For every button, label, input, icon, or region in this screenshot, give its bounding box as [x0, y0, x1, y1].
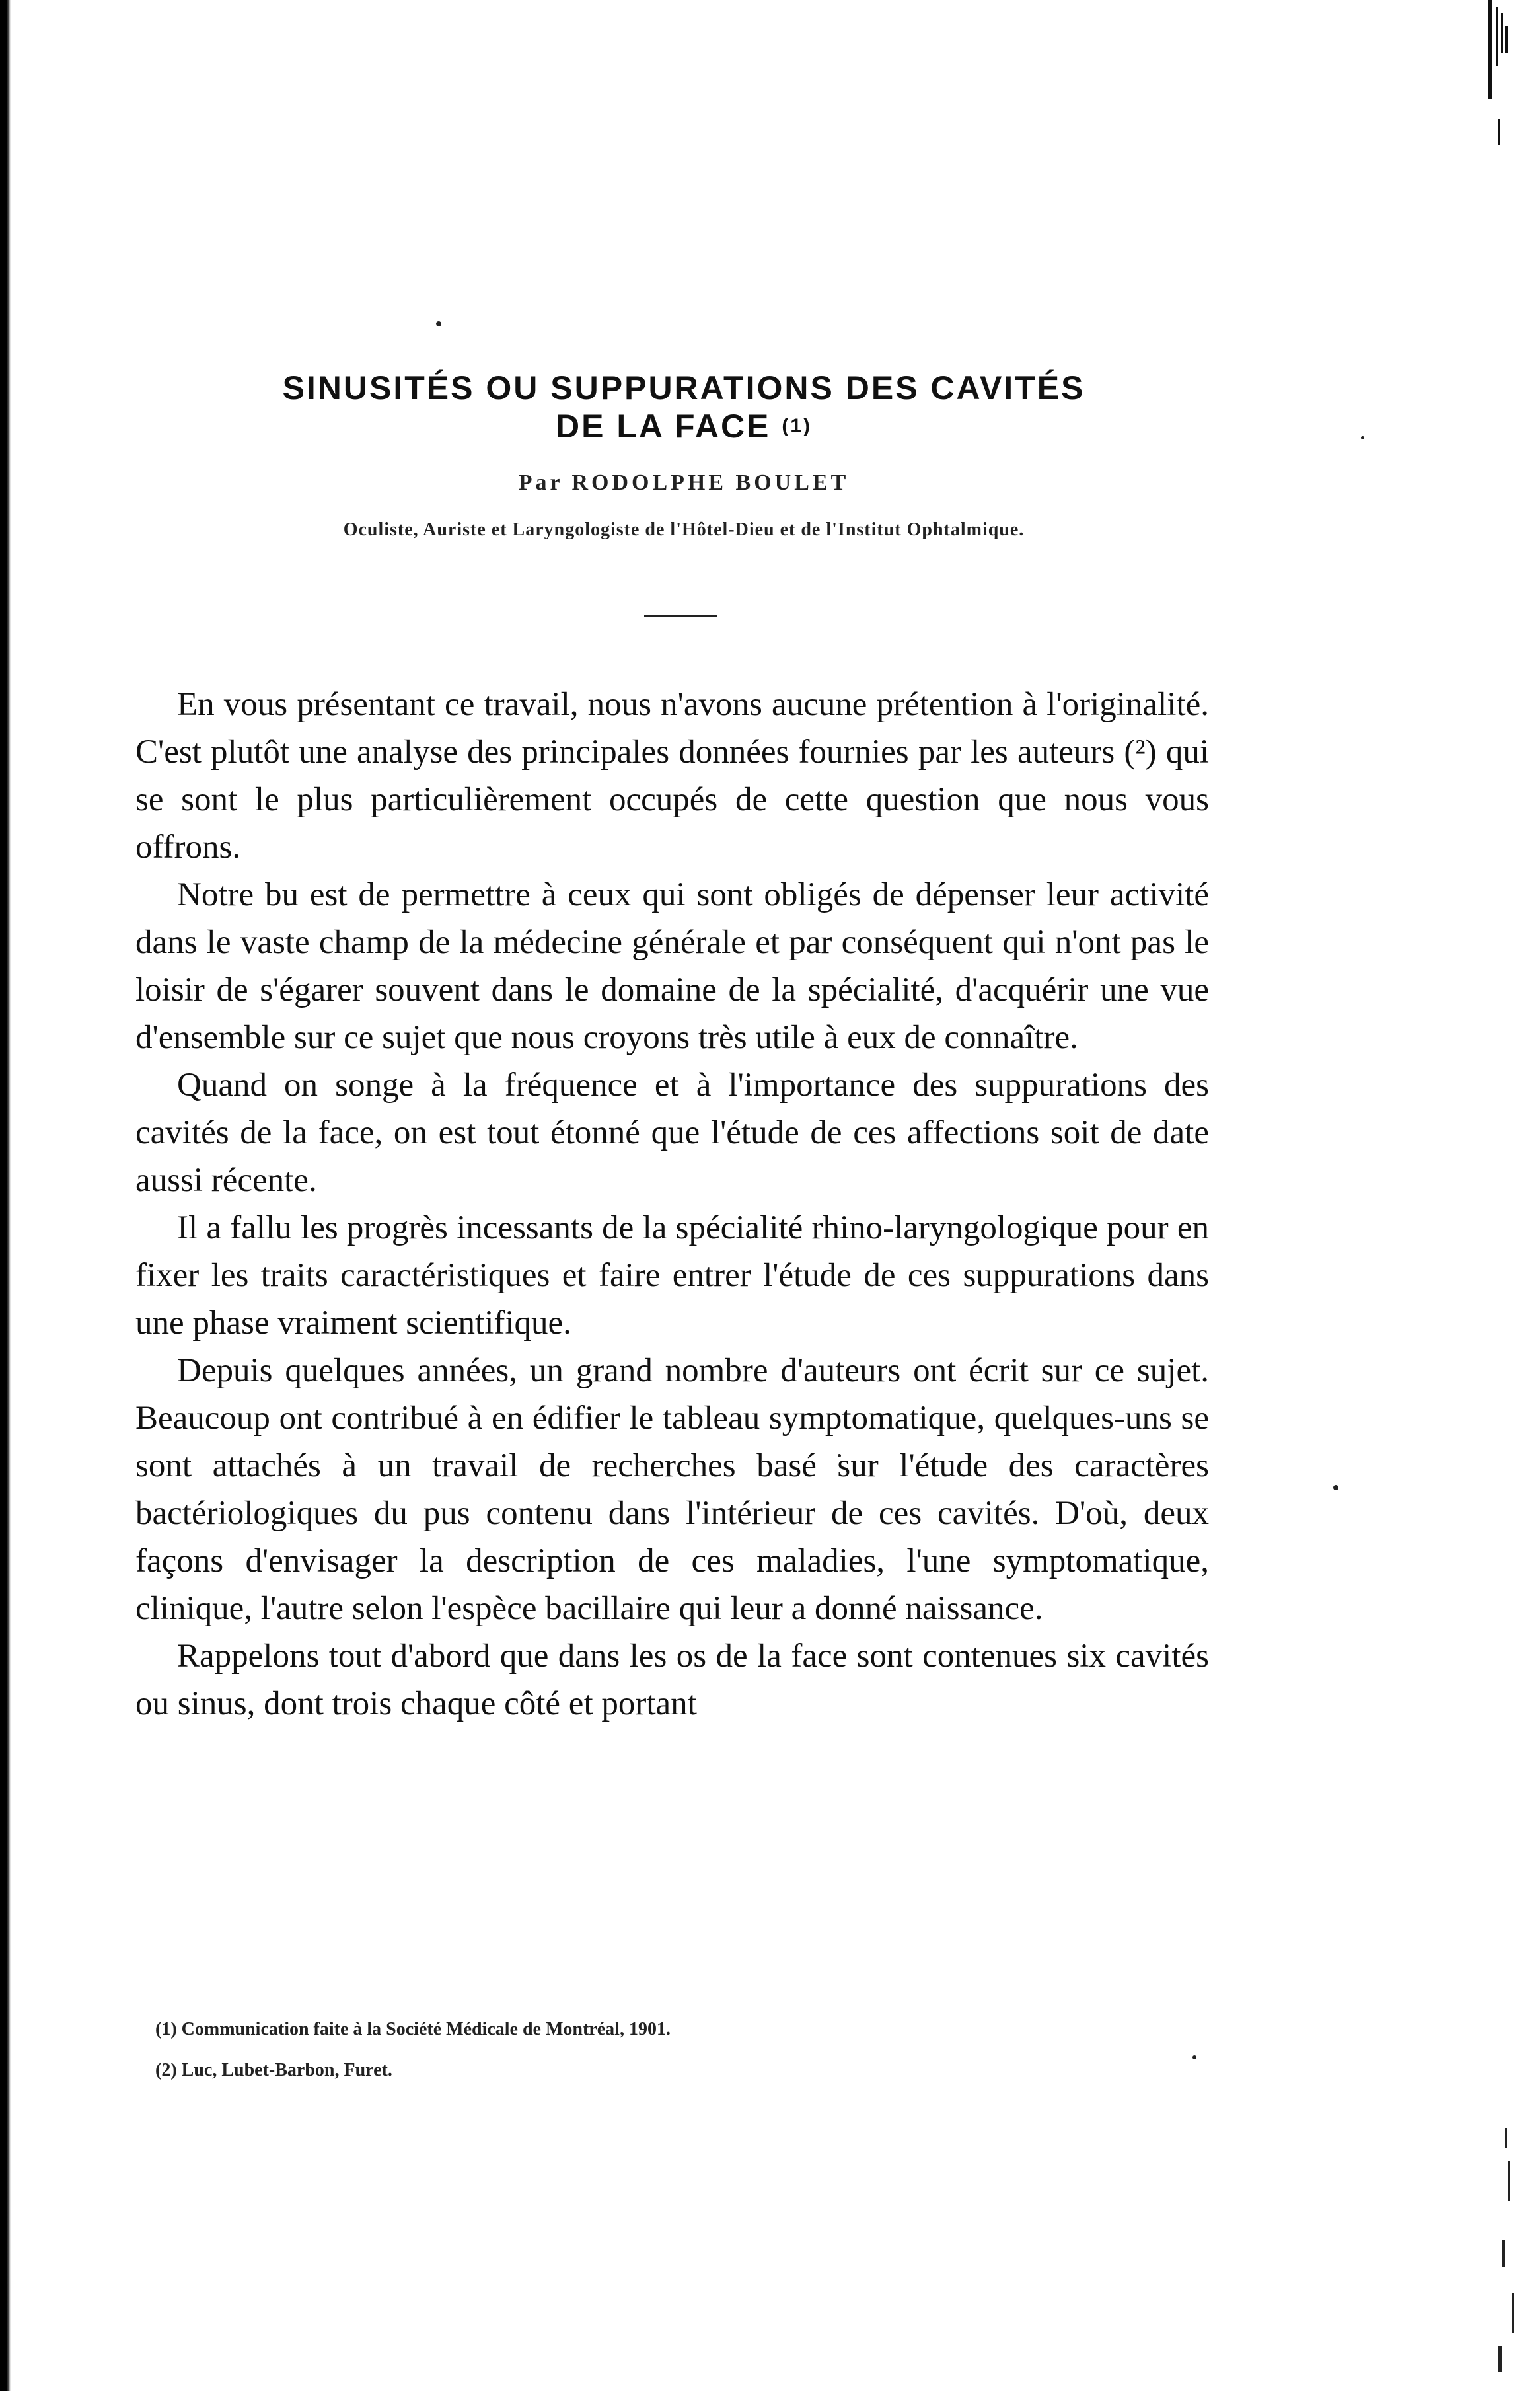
footnote: (2) Luc, Lubet-Barbon, Furet.: [155, 2060, 392, 2080]
stray-mark: [436, 321, 441, 326]
scan-right-edge-marks-lower: [1479, 2128, 1538, 2379]
article-title: [241, 369, 1126, 445]
paragraph: En vous présentant ce travail, nous n'avons aucune prétention à l'originalité. C'est plutôt une analyse des principales données fournies par les auteurs (²) qui se sont le plus particulièrement occupés de cette question que nous vous offrons.: [135, 686, 1209, 866]
separator-rule: [644, 615, 717, 617]
stray-mark: [1361, 436, 1364, 439]
author-byline: Par RODOLPHE BOULET: [518, 471, 850, 495]
paragraph: Rappelons tout d'abord que dans les os de la face sont contenues six cavités ou sinus, dont trois chaque côté et portant: [135, 1638, 1209, 1722]
paragraph: Il a fallu les progrès incessants de la spécialité rhino-laryngologique pour en fixer les traits caractéristiques et faire entrer l'étude de ces suppurations dans une phase vraiment scientifique.: [135, 1209, 1209, 1342]
footnote: (1) Communication faite à la Société Médicale de Montréal, 1901.: [155, 2019, 671, 2039]
paragraph: Quand on songe à la fréquence et à l'importance des suppurations des cavités de la face, on est tout étonné que l'étude de ces affections soit de date aussi récente.: [135, 1067, 1209, 1199]
scan-right-edge-marks: [1479, 0, 1538, 172]
footnotes: [135, 2009, 1209, 2091]
stray-mark: [1333, 1485, 1338, 1490]
scan-left-edge: [0, 0, 11, 2391]
article-body: [135, 681, 1209, 1727]
paragraph: Depuis quelques années, un grand nombre d'auteurs ont écrit sur ce sujet. Beaucoup ont contribué à en édifier le tableau symptomatique, quelques-uns se sont attachés à un travail de recherches basé sur l'étude des caractères bactériologiques du pus contenu dans l'intérieur de ces cavités. D'où, deux façons d'envisager la description de ces maladies, l'une symptomatique, clinique, l'autre selon l'espèce bacillaire qui leur a donné naissance.: [135, 1352, 1209, 1627]
paragraph: Notre bu est de permettre à ceux qui sont obligés de dépenser leur activité dans le vaste champ de la médecine générale et par conséquent qui n'ont pas le loisir de s'égarer souvent dans le domaine de la spécialité, d'acquérir une vue d'ensemble sur ce sujet que nous croyons très utile à eux de connaître.: [135, 876, 1209, 1056]
title-line-2: DE LA FACE: [556, 408, 771, 445]
title-line-1: SINUSITÉS OU SUPPURATIONS DES CAVITÉS: [282, 369, 1085, 406]
author-affiliation: Oculiste, Auriste et Laryngologiste de l'Hôtel-Dieu et de l'Institut Ophtalmique.: [343, 519, 1025, 540]
title-footnote-ref: (1): [782, 415, 812, 437]
